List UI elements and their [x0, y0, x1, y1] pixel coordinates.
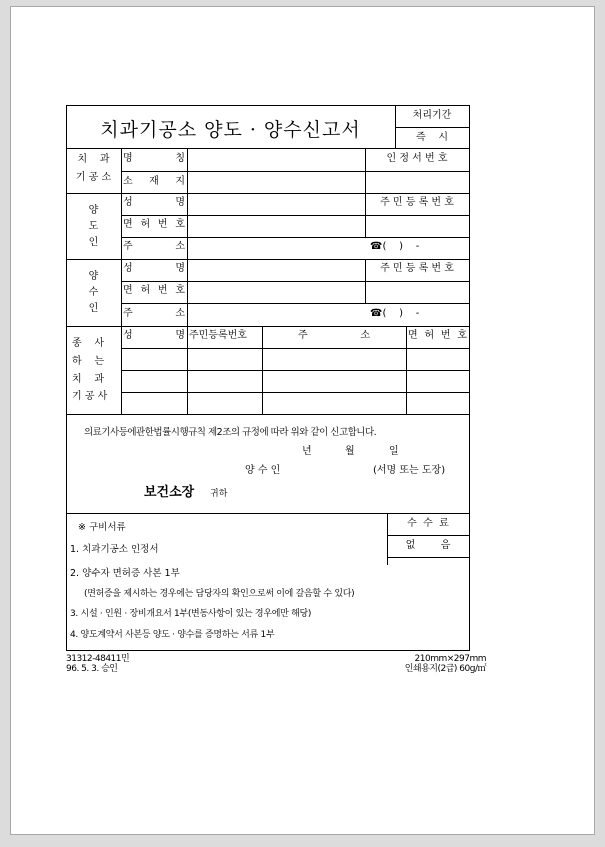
label-char: 호 — [457, 330, 467, 341]
transferee-phone: ☎( ) - — [370, 308, 420, 319]
transferee-section-label-3: 인 — [88, 303, 99, 314]
date-month-label: 월 — [345, 446, 355, 457]
technician-license-cell[interactable] — [407, 349, 468, 369]
technicians-col-license — [408, 330, 467, 342]
label-char: 허 — [140, 219, 151, 230]
transferee-rrn-field[interactable] — [366, 282, 468, 302]
technician-address-cell[interactable] — [263, 393, 405, 413]
processing-period-value: 즉 시 — [415, 132, 449, 143]
transferee-address-label — [123, 308, 185, 320]
addressee: 보건소장 — [144, 485, 195, 500]
required-document-note: (면허증을 제시하는 경우에는 담당자의 확인으로써 이에 갈음할 수 있다) — [84, 589, 355, 599]
divider — [387, 535, 469, 536]
label-char: 허 — [424, 330, 435, 341]
label-char: 주 — [123, 308, 133, 319]
approval-date: 96. 5. 3. 승인 — [66, 664, 118, 674]
label-char: 호 — [175, 219, 185, 230]
technician-license-cell[interactable] — [407, 393, 468, 413]
label-char: 허 — [140, 285, 151, 296]
technicians-section-label-1: 종 사 — [72, 338, 105, 349]
form-code: 31312-48411민 — [66, 654, 130, 664]
transferor-name-label — [123, 197, 185, 209]
label-char: 호 — [175, 285, 185, 296]
divider — [395, 127, 469, 128]
label-char: 명 — [123, 153, 133, 164]
transferor-license-field[interactable] — [188, 216, 364, 236]
transferor-rrn-field[interactable] — [366, 216, 468, 236]
label-char: 성 — [123, 197, 133, 208]
technicians-col-address — [298, 330, 370, 342]
technician-rrn-cell[interactable] — [188, 349, 261, 369]
label-char: 면 — [123, 285, 133, 296]
transferor-rrn-label: 주 민 등 록 번 호 — [380, 197, 454, 208]
technician-name-cell[interactable] — [122, 371, 186, 391]
label-char: 소 — [360, 330, 370, 341]
technician-address-cell[interactable] — [263, 349, 405, 369]
table-border-right — [469, 105, 470, 650]
label-char: 명 — [175, 263, 185, 274]
divider — [66, 513, 470, 514]
label-char: 번 — [440, 330, 451, 341]
transferor-section-label-3: 인 — [88, 237, 99, 248]
table-border-top — [66, 105, 470, 106]
transferee-section-label-1: 양 — [88, 271, 99, 282]
form-title: 치과기공소 양도 · 양수신고서 — [100, 119, 361, 141]
required-document-item: 3. 시설 · 인원 · 장비개요서 1부(변동사항이 있는 경우에만 해당) — [70, 609, 312, 619]
label-char: 면 — [123, 219, 133, 230]
technicians-section-label-4: 기 공 사 — [72, 391, 108, 402]
table-border-bottom — [66, 650, 470, 651]
required-document-item: 4. 양도계약서 사본등 양도 · 양수를 증명하는 서류 1부 — [70, 630, 275, 640]
transferee-address-field[interactable] — [188, 304, 468, 325]
label-char: 소 — [123, 176, 133, 187]
transferor-section-label-2: 도 — [88, 221, 99, 232]
technician-license-cell[interactable] — [407, 371, 468, 391]
required-document-item: 1. 치과기공소 인정서 — [70, 544, 159, 555]
label-char: 면 — [408, 330, 418, 341]
paper-size: 210mm×297mm — [414, 654, 486, 664]
paper-spec: 인쇄용지(2급) 60g/㎡ — [404, 664, 486, 674]
lab-name-label — [123, 153, 185, 165]
processing-period-label: 처리기간 — [412, 110, 452, 121]
transferor-section-label-1: 양 — [88, 205, 99, 216]
technician-rrn-cell[interactable] — [188, 371, 261, 391]
technician-name-cell[interactable] — [122, 349, 186, 369]
cert-number-field[interactable] — [366, 172, 468, 192]
label-char: 주 — [123, 241, 133, 252]
transferee-license-label — [123, 285, 185, 297]
technician-name-cell[interactable] — [122, 393, 186, 413]
technician-address-cell[interactable] — [263, 371, 405, 391]
transferee-name-field[interactable] — [188, 260, 364, 280]
table-border-left — [66, 105, 67, 650]
technicians-col-rrn: 주민등록번호 — [189, 330, 247, 341]
transferee-name-label — [123, 263, 185, 275]
label-char: 번 — [157, 219, 168, 230]
required-document-item: 2. 양수자 면허증 사본 1부 — [70, 568, 180, 579]
declaration-statement: 의료기사등에관한법률시행규칙 제2조의 규정에 따라 위와 같이 신고합니다. — [84, 427, 377, 438]
lab-name-field[interactable] — [188, 149, 364, 170]
addressee-honorific: 귀하 — [210, 489, 228, 499]
transferor-phone: ☎( ) - — [370, 241, 420, 252]
label-char: 성 — [123, 330, 133, 341]
label-char: 재 — [149, 176, 159, 187]
divider — [66, 326, 470, 327]
technician-rrn-cell[interactable] — [188, 393, 261, 413]
divider — [387, 557, 469, 558]
signature-field[interactable] — [290, 462, 370, 478]
technicians-section-label-3: 치 과 — [72, 374, 105, 385]
lab-section-label-1: 치 과 — [77, 154, 110, 165]
date-year-label: 년 — [302, 446, 312, 457]
cert-number-label: 인 정 서 번 호 — [386, 153, 448, 164]
signer-label: 양 수 인 — [245, 465, 281, 476]
divider — [66, 414, 470, 415]
label-char: 소 — [175, 308, 185, 319]
technicians-col-name — [123, 330, 185, 342]
required-documents-heading: ※ 구비서류 — [78, 522, 126, 533]
label-char: 칭 — [175, 153, 185, 164]
label-char: 지 — [175, 176, 185, 187]
lab-address-label — [123, 176, 185, 188]
label-char: 명 — [175, 197, 185, 208]
transferee-rrn-label: 주 민 등 록 번 호 — [380, 263, 454, 274]
fee-label: 수 수 료 — [407, 518, 449, 529]
transferee-license-field[interactable] — [188, 282, 364, 302]
transferor-license-label — [123, 219, 185, 231]
label-char: 번 — [157, 285, 168, 296]
date-day-label: 일 — [389, 446, 399, 457]
label-char: 주 — [298, 330, 308, 341]
label-char: 소 — [175, 241, 185, 252]
fee-value: 없 음 — [405, 540, 451, 551]
transferee-section-label-2: 수 — [88, 287, 99, 298]
technicians-section-label-2: 하 는 — [72, 356, 105, 367]
transferor-name-field[interactable] — [188, 194, 364, 214]
lab-section-label-2: 기 공 소 — [75, 172, 112, 183]
transferor-address-field[interactable] — [188, 238, 468, 258]
lab-address-field[interactable] — [188, 172, 364, 192]
transferor-address-label — [123, 241, 185, 253]
signature-note: (서명 또는 도장) — [373, 465, 446, 476]
label-char: 성 — [123, 263, 133, 274]
label-char: 명 — [175, 330, 185, 341]
